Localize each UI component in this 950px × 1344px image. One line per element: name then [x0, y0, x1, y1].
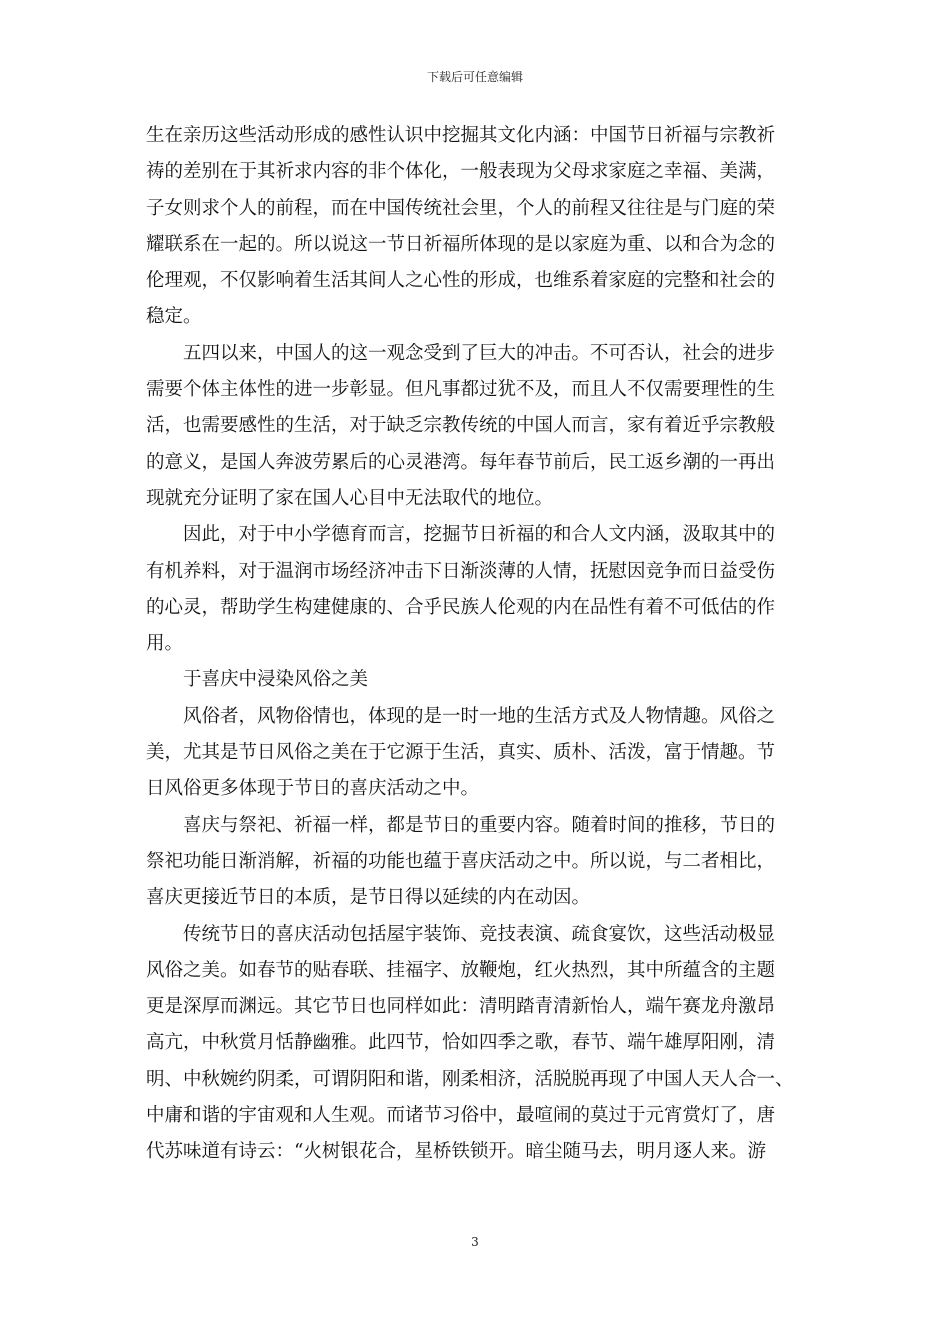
page-header: 下载后可任意编辑 — [426, 70, 523, 84]
text-line: 高亢，中秋赏月恬静幽雅。此四节，恰如四季之歌，春节、端午雄厚阳刚，清 — [146, 1032, 776, 1054]
text-line: 风俗之美。如春节的贴春联、挂福字、放鞭炮，红火热烈，其中所蕴含的主题 — [146, 959, 776, 981]
text-line: 明、中秋婉约阴柔，可谓阴阳和谐，刚柔相济，活脱脱再现了中国人天人合一、 — [146, 1068, 794, 1090]
heading-text: 于喜庆中浸染风俗之美 — [183, 669, 369, 691]
text-line: 祭祀功能日渐消解，祈福的功能也蕴于喜庆活动之中。所以说，与二者相比， — [146, 850, 776, 872]
text-line: 传统节日的喜庆活动包括屋宇装饰、竞技表演、疏食宴饮，这些活动极显 — [183, 923, 776, 945]
text-line: 活，也需要感性的生活，对于缺乏宗教传统的中国人而言，家有着近乎宗教般 — [146, 415, 776, 437]
paragraph-festival-activities — [146, 917, 806, 1171]
text-line: 五四以来，中国人的这一观念受到了巨大的冲击。不可否认，社会的进步 — [183, 342, 776, 364]
text-line: 日风俗更多体现于节日的喜庆活动之中。 — [146, 778, 480, 800]
text-line: 需要个体主体性的进一步彰显。但凡事都过犹不及，而且人不仅需要理性的生 — [146, 379, 776, 401]
paragraph-celebration — [146, 808, 806, 917]
text-line: 喜庆更接近节日的本质，是节日得以延续的内在动因。 — [146, 887, 591, 909]
text-line: 中庸和谐的宇宙观和人生观。而诸节习俗中，最喧闹的莫过于元宵赏灯了，唐 — [146, 1105, 776, 1127]
paragraph-moral-education — [146, 517, 806, 662]
section-heading — [146, 662, 806, 698]
document-body — [146, 118, 806, 1171]
text-line: 更是深厚而渊远。其它节日也同样如此：清明踏青清新怡人，端午赛龙舟激昂 — [146, 996, 776, 1018]
paragraph-customs — [146, 699, 806, 808]
paragraph-may-fourth — [146, 336, 806, 517]
text-line: 代苏味道有诗云：“火树银花合，星桥铁锁开。暗尘随马去，明月逐人来。游 — [146, 1141, 766, 1163]
text-line: 伦理观，不仅影响着生活其间人之心性的形成，也维系着家庭的完整和社会的 — [146, 270, 776, 292]
text-line: 耀联系在一起的。所以说这一节日祈福所体现的是以家庭为重、以和合为念的 — [146, 233, 776, 255]
text-line: 有机养料，对于温润市场经济冲击下日渐淡薄的人情，抚慰因竞争而日益受伤 — [146, 560, 776, 582]
text-line: 因此，对于中小学德育而言，挖掘节日祈福的和合人文内涵，汲取其中的 — [183, 524, 776, 546]
text-line: 生在亲历这些活动形成的感性认识中挖掘其文化内涵：中国节日祈福与宗教祈 — [146, 125, 776, 146]
text-line: 美，尤其是节日风俗之美在于它源于生活，真实、质朴、活泼，富于情趣。节 — [146, 742, 776, 764]
text-line: 风俗者，风物俗情也，体现的是一时一地的生活方式及人物情趣。风俗之 — [183, 705, 776, 727]
page-number: 3 — [471, 1235, 479, 1249]
text-line: 稳定。 — [146, 306, 202, 328]
paragraph-continuation — [146, 118, 806, 336]
text-line: 的意义，是国人奔波劳累后的心灵港湾。每年春节前后，民工返乡潮的一再出 — [146, 451, 776, 473]
text-line: 子女则求个人的前程，而在中国传统社会里，个人的前程又往往是与门庭的荣 — [146, 197, 776, 219]
text-line: 用。 — [146, 633, 184, 655]
text-line: 喜庆与祭祀、祈福一样，都是节日的重要内容。随着时间的推移，节日的 — [183, 814, 776, 836]
text-line: 的心灵，帮助学生构建健康的、合乎民族人伦观的内在品性有着不可低估的作 — [146, 596, 776, 618]
text-line: 现就充分证明了家在国人心目中无法取代的地位。 — [146, 487, 554, 509]
text-line: 祷的差别在于其祈求内容的非个体化，一般表现为父母求家庭之幸福、美满， — [146, 161, 776, 183]
